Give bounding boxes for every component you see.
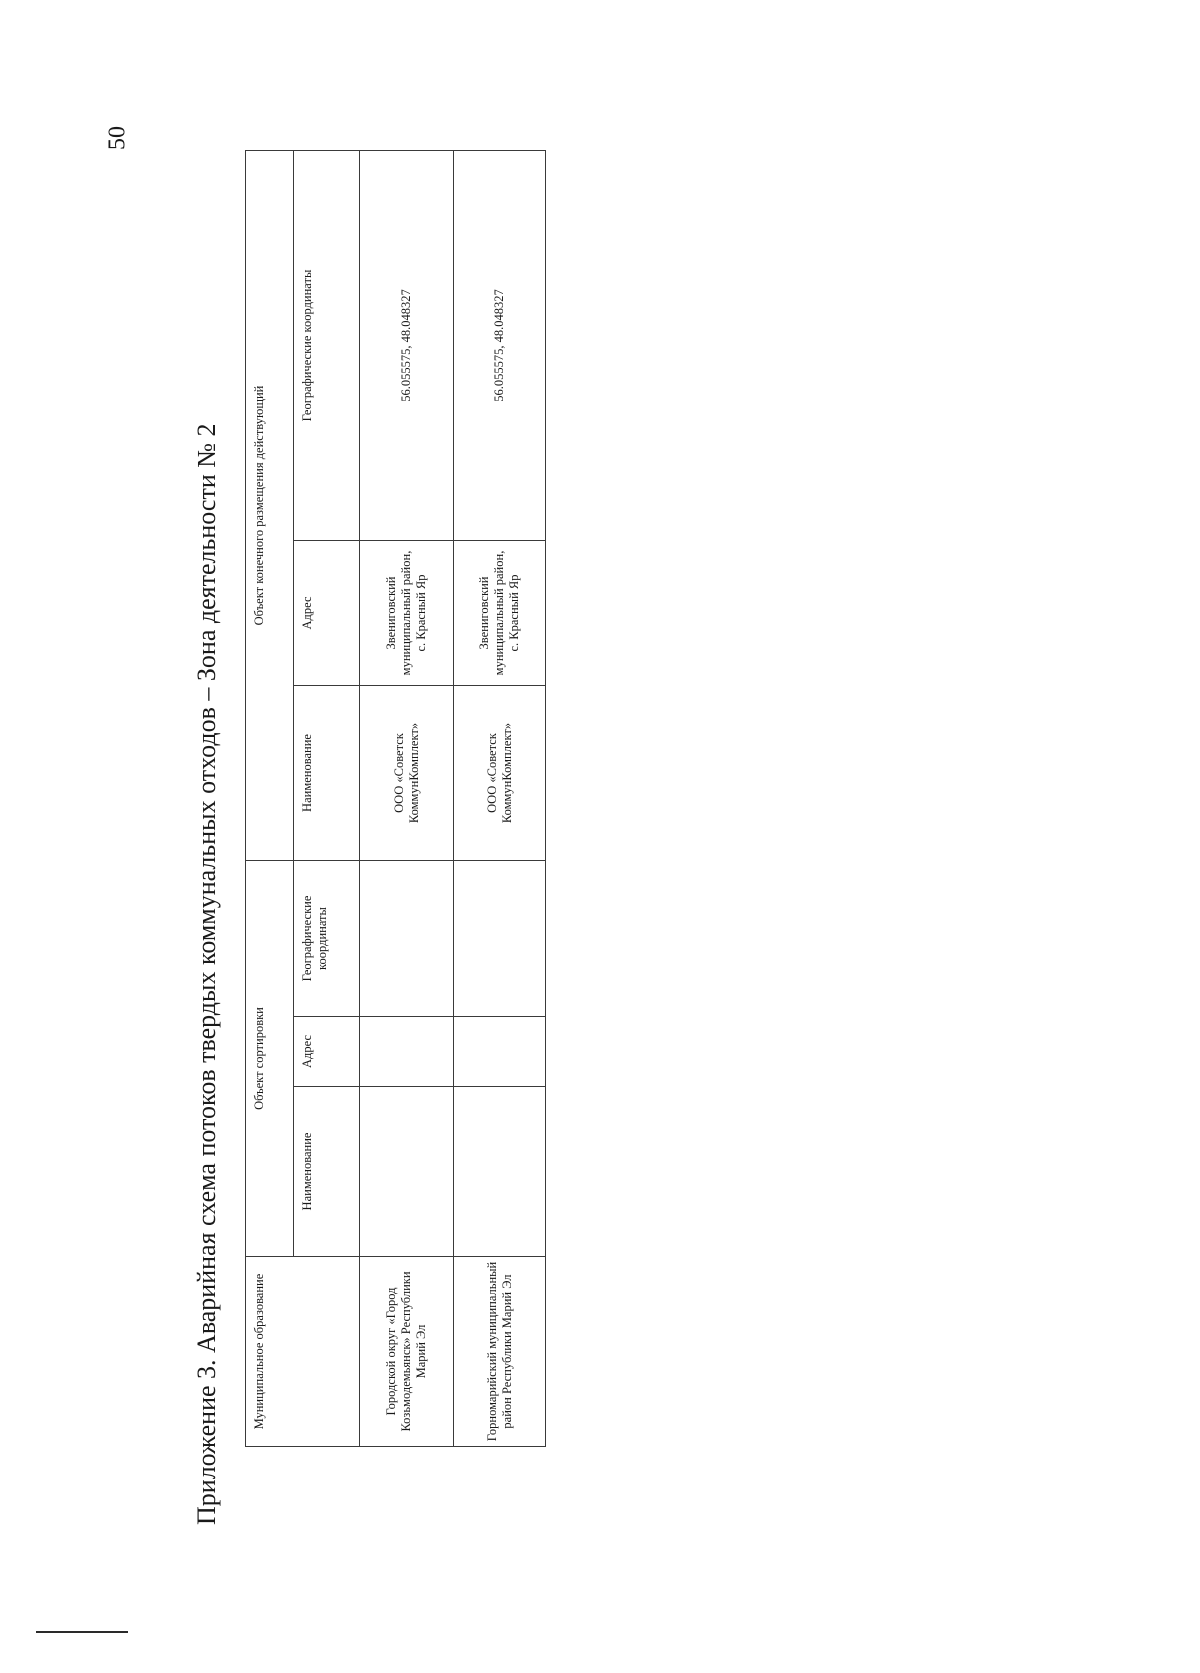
table-header-row-1 xyxy=(246,150,294,1446)
cell-municipality: Городской округ «Город Козьмодемьянск» Республики Марий Эл xyxy=(360,1257,454,1447)
cell-sorting-coordinates xyxy=(360,861,454,1017)
rotated-content xyxy=(185,75,1185,1525)
header-final-group: Объект конечного размещения действующий xyxy=(246,150,294,860)
cell-final-address: Звениговский муниципальный район, с. Красный Яр xyxy=(454,541,546,686)
waste-flow-table xyxy=(245,150,546,1447)
cell-sorting-address xyxy=(360,1017,454,1087)
header-final-name: Наименование xyxy=(294,686,360,861)
cell-municipality: Горномарийский муниципальный район Республики Марий Эл xyxy=(454,1257,546,1447)
cell-sorting-name xyxy=(360,1087,454,1257)
header-sorting-coordinates: Географические координаты xyxy=(294,861,360,1017)
cell-final-name: ООО «Советск КоммунКомплект» xyxy=(360,686,454,861)
header-final-address: Адрес xyxy=(294,541,360,686)
page-number: 50 xyxy=(104,126,131,150)
document-title: Приложение 3. Аварийная схема потоков твердых коммунальных отходов – Зона деятельности № 2 xyxy=(192,423,221,1525)
cell-final-address: Звениговский муниципальный район, с. Красный Яр xyxy=(360,541,454,686)
header-sorting-address: Адрес xyxy=(294,1017,360,1087)
cell-sorting-coordinates xyxy=(454,861,546,1017)
cell-sorting-name xyxy=(454,1087,546,1257)
table-row xyxy=(360,150,454,1446)
table-row xyxy=(454,150,546,1446)
bottom-rule xyxy=(36,1631,128,1633)
header-sorting-group: Объект сортировки xyxy=(246,861,294,1257)
cell-final-name: ООО «Советск КоммунКомплект» xyxy=(454,686,546,861)
cell-final-coordinates: 56.055575, 48.048327 xyxy=(360,150,454,540)
cell-sorting-address xyxy=(454,1017,546,1087)
header-municipality: Муниципальное образование xyxy=(246,1257,360,1447)
header-sorting-name: Наименование xyxy=(294,1087,360,1257)
table-header-row-2 xyxy=(294,150,360,1446)
cell-final-coordinates: 56.055575, 48.048327 xyxy=(454,150,546,540)
header-final-coordinates: Географические координаты xyxy=(294,150,360,540)
